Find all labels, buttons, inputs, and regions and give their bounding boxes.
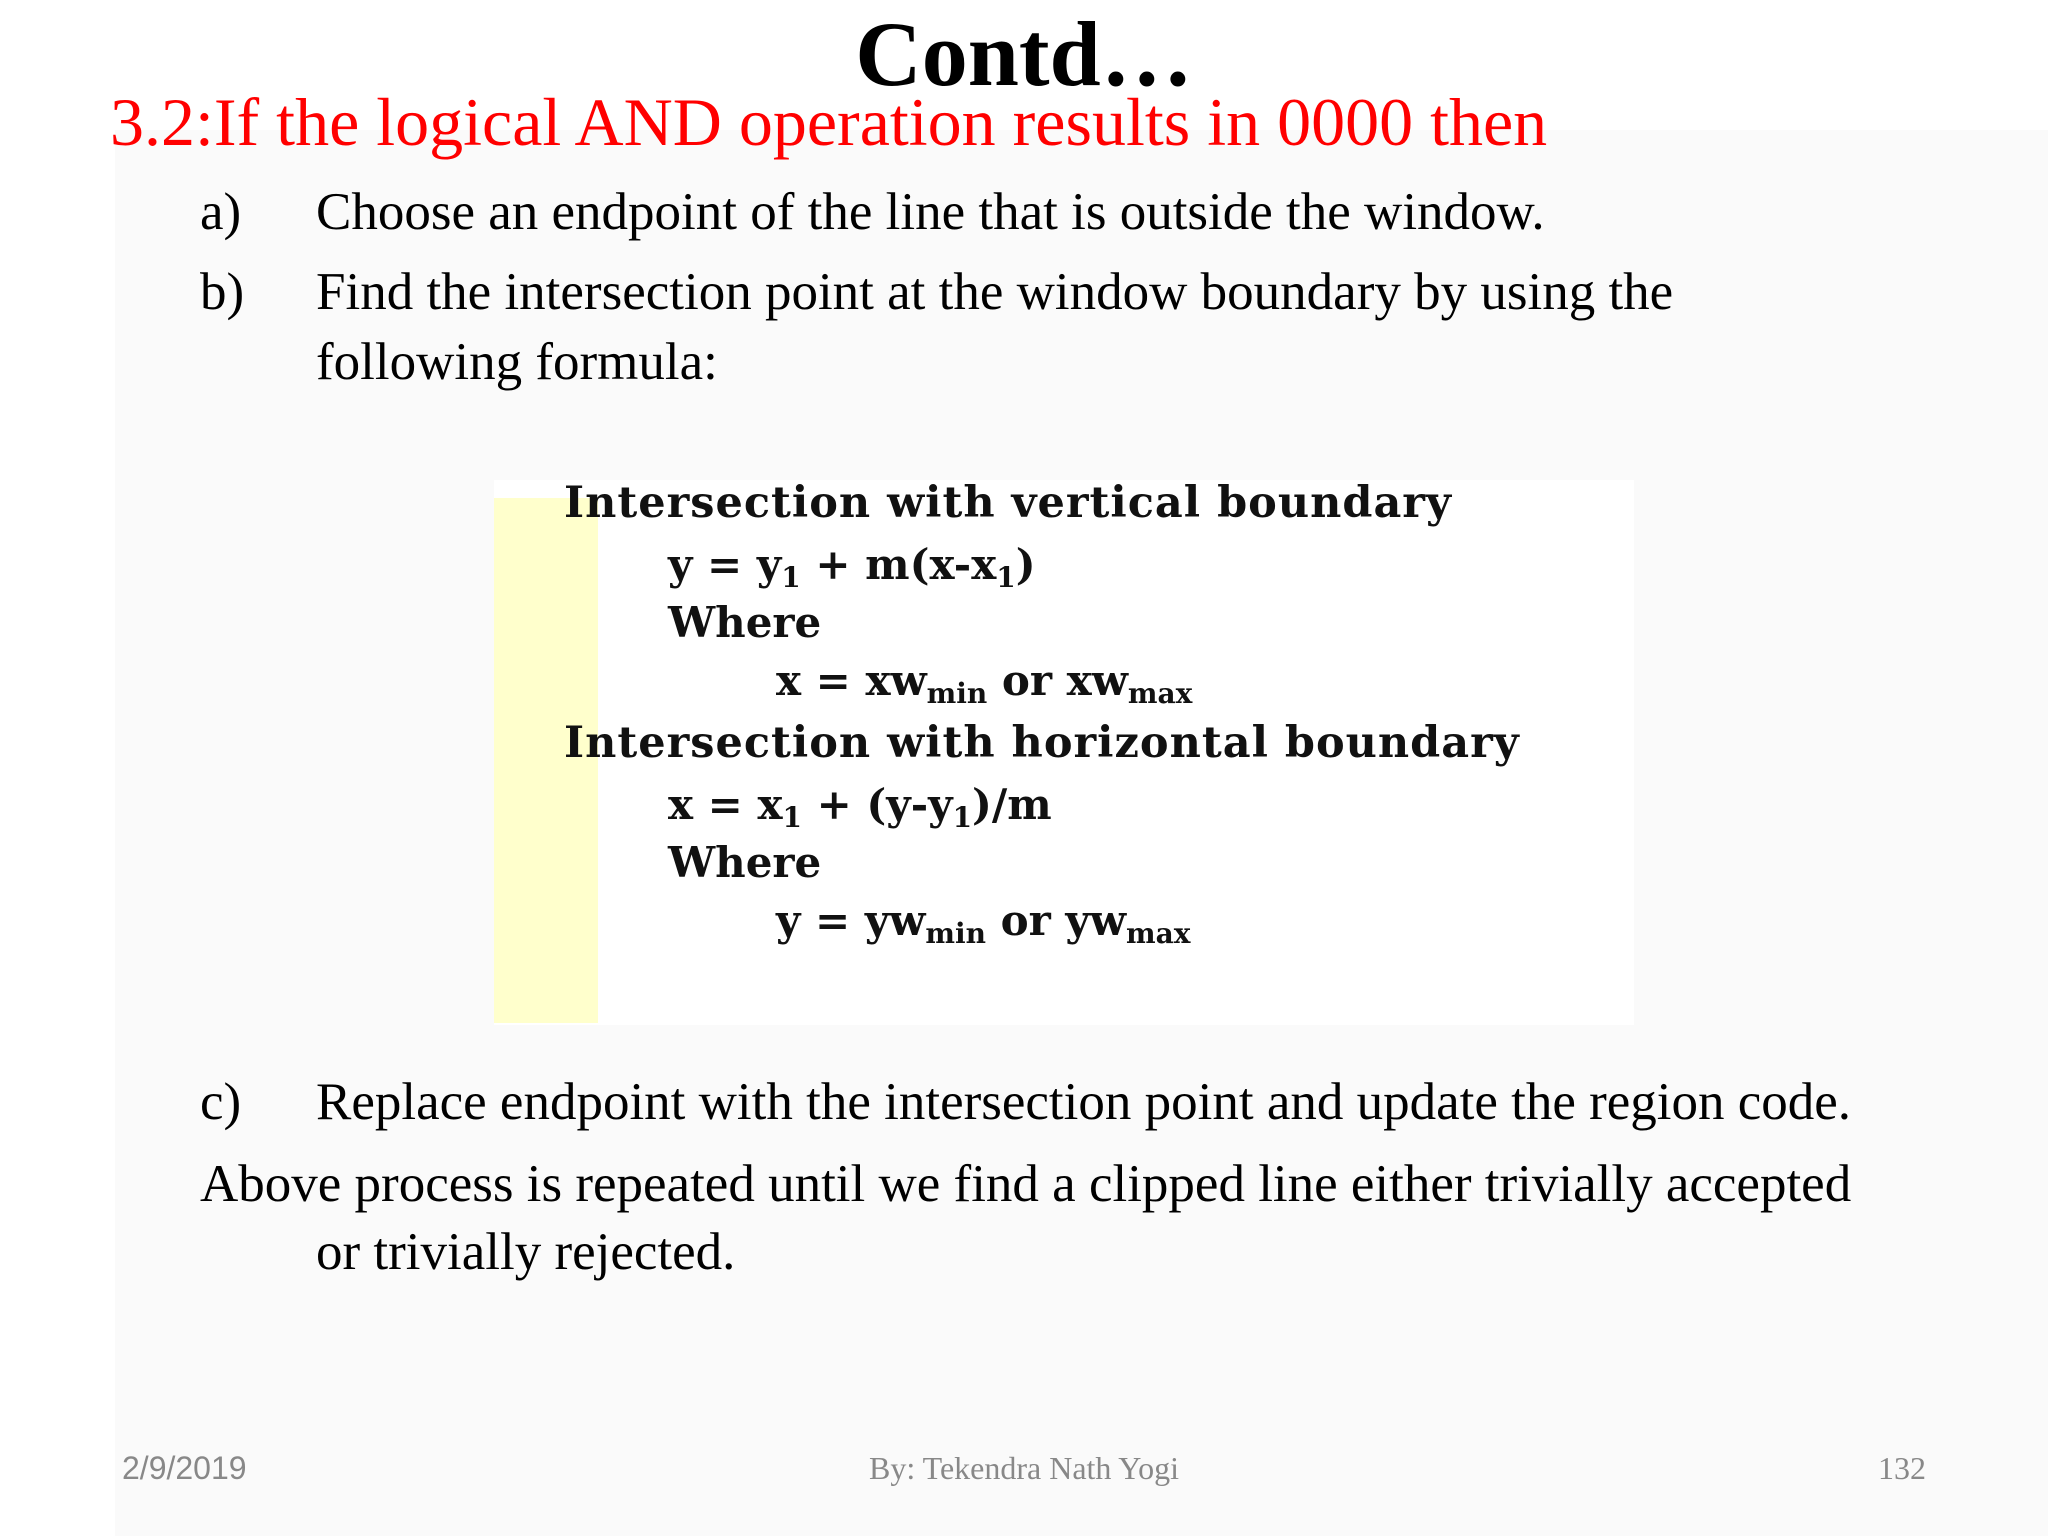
- step-b-marker: b): [200, 263, 245, 321]
- closing-line2: or trivially rejected.: [316, 1223, 736, 1281]
- vertical-boundary-condition: $x = xw_{min}$ or $xw_{max}$: [776, 656, 1193, 710]
- step-c-marker: c): [200, 1073, 242, 1131]
- closing-paragraph: [200, 1150, 2000, 1286]
- footer-page-number: 132: [1878, 1450, 1926, 1486]
- vertical-boundary-heading: Intersection with vertical boundary: [564, 478, 1452, 528]
- footer-date: 2/9/2019: [122, 1450, 247, 1486]
- step-c-text: Replace endpoint with the intersection point and update the region code.: [316, 1073, 1852, 1131]
- horizontal-boundary-condition: $y = yw_{min}$ or $yw_{max}$: [776, 896, 1191, 950]
- vertical-boundary-where: Where: [668, 598, 822, 647]
- horizontal-boundary-where: Where: [668, 838, 822, 887]
- step-a-marker: a): [200, 183, 242, 241]
- vertical-boundary-equation: $y = y_1 + m(x-x_1)$: [668, 540, 1036, 594]
- footer-author: By: Tekendra Nath Yogi: [868, 1450, 1180, 1486]
- closing-line1: Above process is repeated until we find a clipped line either trivially accepted: [200, 1155, 1852, 1213]
- step-b-text-line1: Find the intersection point at the window boundary by using the: [316, 263, 1674, 321]
- slide-title: Contd…: [855, 3, 1193, 105]
- step-a-text: Choose an endpoint of the line that is outside the window.: [316, 183, 1545, 241]
- horizontal-boundary-equation: $x = x_1 + (y-y_1)/m$: [668, 780, 1052, 834]
- horizontal-boundary-heading: Intersection with horizontal boundary: [564, 718, 1520, 768]
- step-b-text-line2: following formula:: [316, 333, 718, 391]
- slide-subtitle: 3.2:If the logical AND operation results in 0000 then: [110, 84, 1548, 160]
